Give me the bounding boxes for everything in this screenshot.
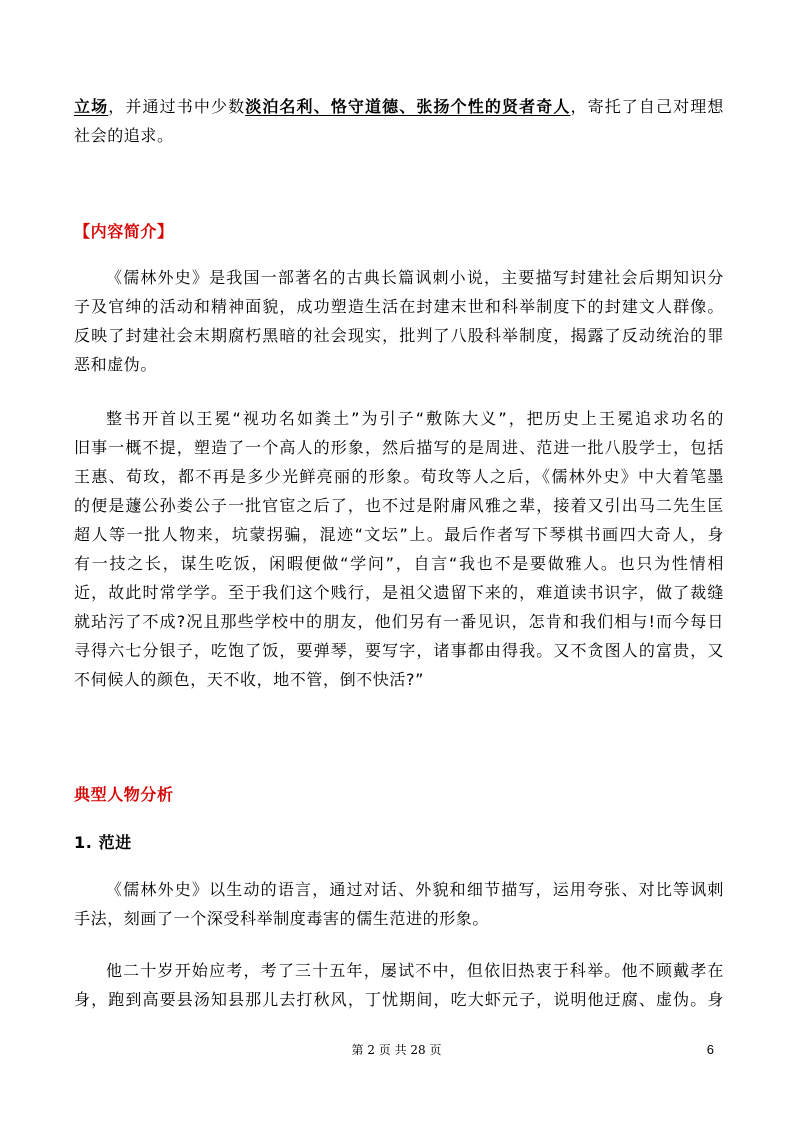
summary-p2-line: 近，故此时常学学。至于我们这个贱行，是祖父遗留下来的，难道读书识字，做了裁缝: [74, 583, 724, 602]
intro-text-end: ，寄托了自己对理想: [570, 97, 724, 116]
subheading-fanjin: 1. 范进: [74, 833, 132, 852]
summary-p2-line: 不伺候人的颜色，天不收，地不管，倒不快活?”: [74, 670, 424, 689]
intro-line-1: [74, 97, 724, 117]
summary-p2-line: 的便是蘧公孙娄公子一批官宦之后了，也不过是附庸风雅之辈，接着又引出马二先生匡: [74, 496, 724, 515]
summary-p1-line: 恶和虚伪。: [74, 355, 158, 374]
fanjin-p2-line: 他二十岁开始应考，考了三十五年，屡试不中，但依旧热衷于科举。他不顾戴孝在: [106, 961, 724, 980]
summary-p1-line: 《儒林外史》是我国一部著名的古典长篇讽刺小说，主要描写封建社会后期知识分: [106, 268, 724, 287]
summary-p2-line: 整书开首以王冕“视功名如粪土”为引子“敷陈大义”，把历史上王冕追求功名的: [106, 409, 724, 428]
summary-p2-line: 旧事一概不提，塑造了一个高人的形象，然后描写的是周进、范进一批八股学士，包括: [74, 438, 724, 457]
page-number: 6: [706, 1042, 714, 1057]
intro-text: ，并通过书中少数: [108, 97, 246, 116]
summary-p2-line: 王惠、荀玫，都不再是多少光鲜亮丽的形象。荀玫等人之后，《儒林外史》中大着笔墨: [74, 467, 724, 486]
intro-line-2: 社会的追求。: [74, 126, 174, 145]
fanjin-p1-line: 手法，刻画了一个深受科举制度毒害的儒生范进的形象。: [74, 909, 490, 928]
intro-emphasis-stance: 立场: [74, 97, 109, 116]
summary-p1-line: 反映了封建社会末期腐朽黑暗的社会现实，批判了八股科举制度，揭露了反动统治的罪: [74, 326, 724, 345]
summary-p2-line: 寻得六七分银子，吃饱了饭，要弹琴，要写字，诸事都由得我。又不贪图人的富贵，又: [74, 641, 724, 660]
section-heading-summary: 【内容简介】: [74, 222, 174, 241]
summary-p1-line: 子及官绅的活动和精神面貌，成功塑造生活在封建末世和科举制度下的封建文人群像。: [74, 297, 724, 316]
page-footer-info: 第 2 页 共 28 页: [351, 1043, 442, 1057]
summary-p2-line: 有一技之长，谋生吃饭，闲暇便做“学问”，自言“我也不是要做雅人。也只为性情相: [74, 554, 724, 573]
summary-p2-line: 超人等一批人物来，坑蒙拐骗，混迹“文坛”上。最后作者写下琴棋书画四大奇人，身: [74, 525, 724, 544]
fanjin-p2-line: 身，跑到高要县汤知县那儿去打秋风，丁忧期间，吃大虾元子，说明他迂腐、虚伪。身: [74, 990, 724, 1009]
intro-emphasis-sages: 淡泊名利、恪守道德、张扬个性的贤者奇人: [245, 97, 571, 116]
section-heading-characters: 典型人物分析: [74, 785, 174, 804]
summary-p2-line: 就玷污了不成?况且那些学校中的朋友，他们另有一番见识，怎肯和我们相与!而今每日: [74, 612, 724, 631]
fanjin-p1-line: 《儒林外史》以生动的语言，通过对话、外貌和细节描写，运用夸张、对比等讽刺: [106, 880, 724, 899]
